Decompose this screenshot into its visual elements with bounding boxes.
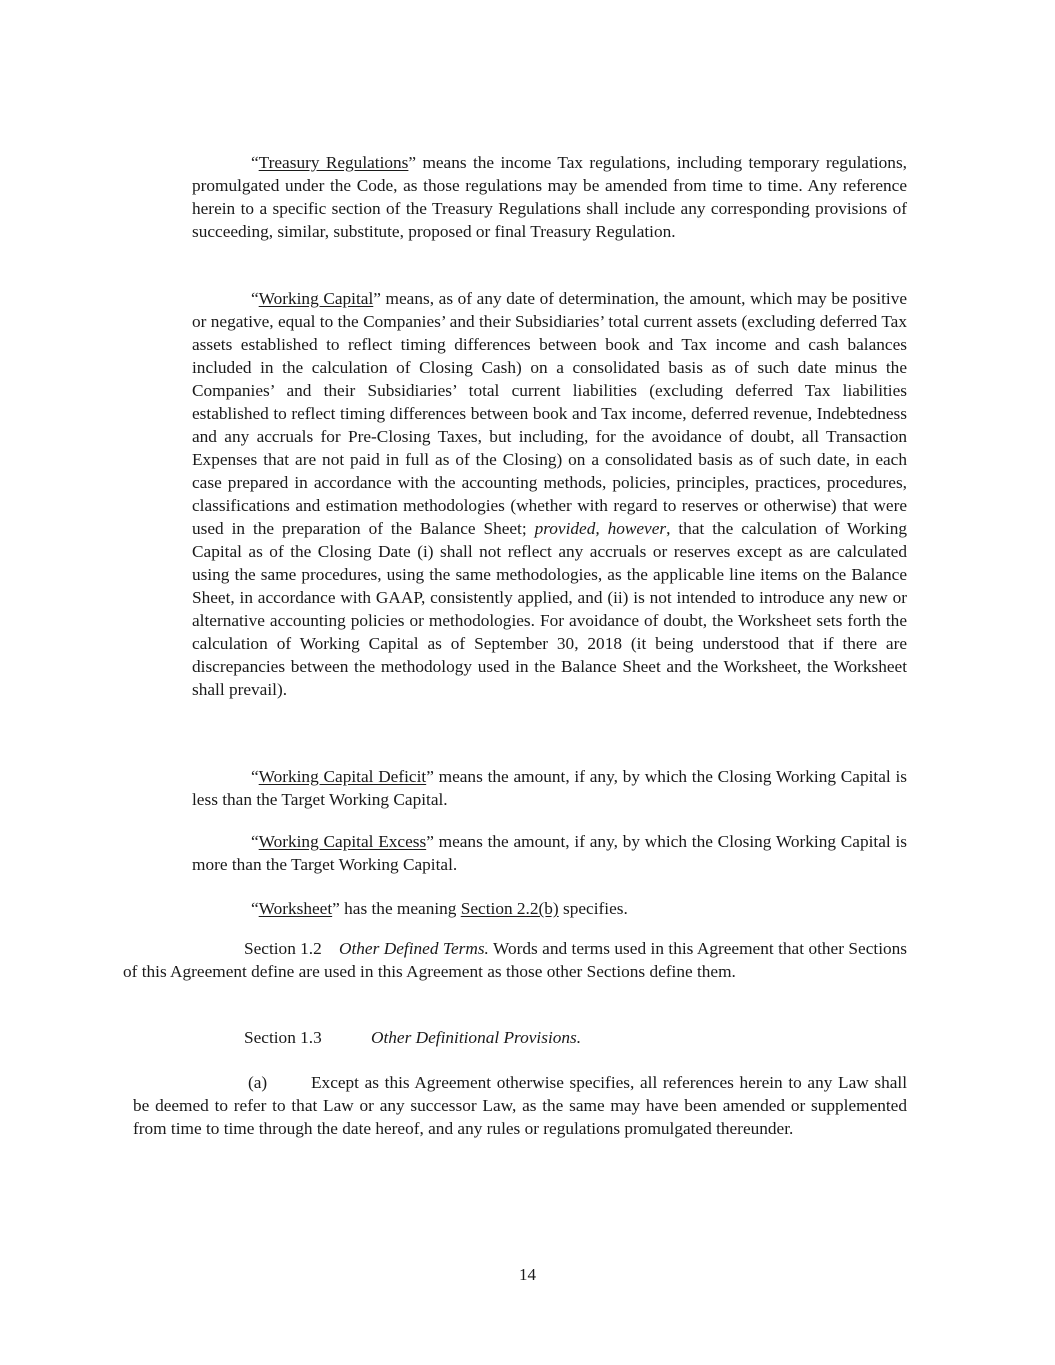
term-working-capital-excess: Working Capital Excess xyxy=(258,832,427,851)
page-number: 14 xyxy=(519,1265,536,1284)
definition-working-capital-deficit: “Working Capital Deficit” means the amount, if any, by which the Closing Working Capital is less than the Target Working Capital. xyxy=(192,767,907,809)
section-1-3-a xyxy=(133,1071,907,1140)
term-treasury-regulations: Treasury Regulations xyxy=(258,153,409,172)
term-working-capital-deficit: Working Capital Deficit xyxy=(258,767,427,786)
section-title: Other Defined Terms. xyxy=(339,939,489,958)
section-1-2 xyxy=(123,937,907,983)
definition-body: ” means the income Tax regulations, including temporary regulations, promulgated under the Code, as those regulations may be amended from time to time. Any reference herein to a specific section of the Treasury Regulations shall include any corresponding provisions of succeeding, similar, substitute, proposed or final Treasury Regulation. xyxy=(192,153,907,241)
definition-working-capital: “Working Capital” means, as of any date of determination, the amount, which may be positive or negative, equal to the Companies’ and their Subsidiaries’ total current assets (excluding deferred Tax assets established to reflect timing differences between book and Tax income and cash balances included in the calculation of Closing Cash) on a consolidated basis as of such date minus the Companies’ and their Subsidiaries’ total current liabilities (excluding deferred Tax liabilities established to reflect timing differences between book and Tax income, deferred revenue, Indebtedness and any accruals for Pre-Closing Taxes, but including, for the avoidance of doubt, all Transaction Expenses that are not paid in full as of the Closing) on a consolidated basis as of such date, in each case prepared in accordance with the accounting methods, policies, principles, practices, procedures, classifications and estimation methodologies (whether with regard to reserves or otherwise) that were used in the preparation of the Balance Sheet; provided, however, that the calculation of Working Capital as of the Closing Date (i) shall not reflect any accruals or reserves except as are calculated using the same procedures, using the same methodologies, as the applicable line items on the Balance Sheet, in accordance with GAAP, consistently applied, and (ii) is not intended to introduce any new or alternative accounting policies or methodologies. For avoidance of doubt, the Worksheet sets forth the calculation of Working Capital as of September 30, 2018 (it being understood that if there are discrepancies between the methodology used in the Balance Sheet and the Worksheet, the Worksheet shall prevail). xyxy=(192,289,908,699)
definition-body-part-1: ” has the meaning xyxy=(332,899,461,918)
definition-body-part-2: , that the calculation of Working Capital as of the Closing Date (i) shall not reflect any accruals or reserves except as are calculated using the same procedures, using the same methodologies, as the applicable line items on the Balance Sheet, in accordance with GAAP, consistently applied, and (ii) is not intended to introduce any new or alternative accounting policies or methodologies. For avoidance of doubt, the Worksheet sets forth the calculation of Working Capital as of September 30, 2018 (it being understood that if there are discrepancies between the methodology used in the Balance Sheet and the Worksheet, the Worksheet shall prevail). xyxy=(192,519,907,699)
definition-body-part-2: specifies. xyxy=(558,899,628,918)
section-body: Words and terms used in this Agreement that other Sections of this Agreement define are used in this Agreement as those other Sections define them. xyxy=(123,939,907,981)
section-number: Section 1.2 xyxy=(244,939,322,958)
clause-body: Except as this Agreement otherwise specifies, all references herein to any Law shall be deemed to refer to that Law or any successor Law, as the same may have been amended or supplemented from time to time through the date hereof, and any rules or regulations promulgated thereunder. xyxy=(133,1073,907,1138)
term-working-capital: Working Capital xyxy=(258,289,374,308)
section-number: Section 1.3 xyxy=(244,1028,322,1047)
definition-body: ” means the amount, if any, by which the Closing Working Capital is less than the Target Working Capital. xyxy=(192,767,907,809)
section-title: Other Definitional Provisions. xyxy=(371,1028,582,1047)
term-worksheet: Worksheet xyxy=(258,899,333,918)
section-1-3-heading xyxy=(244,1026,844,1049)
definition-treasury-regulations: “Treasury Regulations” means the income Tax regulations, including temporary regulations, promulgated under the Code, as those regulations may be amended from time to time. Any reference herein to a specific section of the Treasury Regulations shall include any corresponding provisions of succeeding, similar, substitute, proposed or final Treasury Regulation. xyxy=(192,153,907,241)
cross-reference-section-2-2-b: Section 2.2(b) xyxy=(460,899,559,918)
clause-label: (a) xyxy=(248,1073,268,1092)
definition-body: ” means the amount, if any, by which the Closing Working Capital is more than the Target Working Capital. xyxy=(192,832,907,874)
definition-worksheet: “Worksheet” has the meaning Section 2.2(b) specifies. xyxy=(251,899,628,918)
proviso-text: provided, however xyxy=(534,519,667,538)
definition-working-capital-excess: “Working Capital Excess” means the amount, if any, by which the Closing Working Capital is more than the Target Working Capital. xyxy=(192,832,907,874)
definition-body-part-1: ” means, as of any date of determination, the amount, which may be positive or negative, equal to the Companies’ and their Subsidiaries’ total current assets (excluding deferred Tax assets established to reflect timing differences between book and Tax income and cash balances included in the calculation of Closing Cash) on a consolidated basis as of such date minus the Companies’ and their Subsidiaries’ total current liabilities (excluding deferred Tax liabilities established to reflect timing differences between book and Tax income, deferred revenue, Indebtedness and any accruals for Pre-Closing Taxes, but including, for the avoidance of doubt, all Transaction Expenses that are not paid in full as of the Closing) on a consolidated basis as of such date, in each case prepared in accordance with the accounting methods, policies, principles, practices, procedures, classifications and estimation methodologies (whether with regard to reserves or otherwise) that were used in the preparation of the Balance Sheet; xyxy=(192,289,908,538)
